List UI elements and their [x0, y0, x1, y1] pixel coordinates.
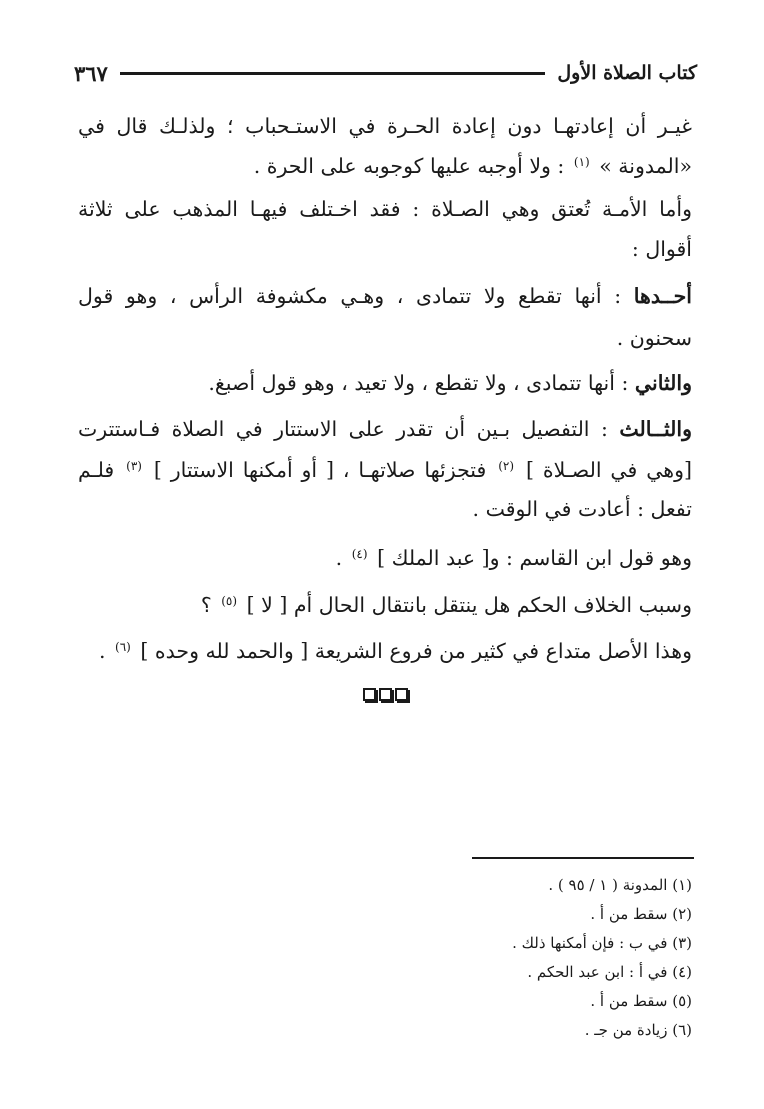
- second-opinion-label: والثاني: [634, 371, 692, 395]
- square-ornament-icon: [395, 688, 408, 701]
- body-text: وسبب الخلاف الحكم هل ينتقل بانتقال الحال أم [ لا ]: [246, 593, 692, 617]
- body-text: : ولا أوجبه عليها كوجوبه على الحرة .: [253, 154, 565, 178]
- section-end-ornament: [363, 688, 408, 701]
- footnote-6: (٦) زيادة من جـ .: [584, 1021, 692, 1039]
- footnote-marker-1: (١): [573, 155, 590, 169]
- body-line-10: تفعل : أعادت في الوقت .: [472, 497, 692, 521]
- body-text: : أنها تتمادى ، ولا تقطع ، ولا تعيد ، وهو قول أصبغ.: [208, 371, 629, 395]
- footnote-marker-4: (٤): [351, 547, 368, 561]
- footnote-1: (١) المدونة ( ١ / ٩٥ ) .: [548, 876, 692, 894]
- footnote-marker-2: (٢): [498, 459, 515, 473]
- body-text: : التفصيل بـين أن تقدر على الاستتار في الصلاة فـاستترت: [78, 417, 608, 441]
- footnote-3: (٣) في ب : فإن أمكنها ذلك .: [512, 934, 692, 952]
- body-text: ؟: [200, 593, 212, 617]
- body-line-13: [99, 632, 692, 666]
- footnote-marker-6: (٦): [115, 640, 131, 654]
- body-line-3: وأما الأمـة تُعتق وهي الصـلاة : فقد اخـتلف فيهـا المذهب على ثلاثة: [78, 197, 692, 221]
- square-ornament-icon: [363, 688, 376, 701]
- header-rule: [120, 72, 546, 75]
- body-text: .: [335, 546, 343, 570]
- footnote-4: (٤) في أ : ابن عبد الحكم .: [527, 963, 692, 981]
- body-line-6: سحنون .: [616, 326, 692, 350]
- footnote-5: (٥) سقط من أ .: [590, 992, 692, 1010]
- body-text: وهو قول ابن القاسم : و[ عبد الملك ]: [377, 546, 692, 570]
- body-line-4: أقوال :: [631, 237, 692, 261]
- running-header: [74, 58, 697, 88]
- body-text: فتجزئها صلاتهـا ، [ أو أمكنها الاستتار ]: [153, 458, 487, 482]
- body-text: : أنها تقطع ولا تتمادى ، وهـي مكشوفة الرأس ، وهو قول: [78, 284, 622, 308]
- body-text: فلـم: [78, 458, 115, 482]
- square-ornament-icon: [379, 688, 392, 701]
- third-opinion-label: والثــالث: [619, 417, 692, 441]
- body-line-9: [78, 451, 692, 485]
- body-text: .: [98, 639, 106, 663]
- body-text: وهذا الأصل متداع في كثير من فروع الشريعة [ والحمد لله وحده ]: [140, 639, 692, 663]
- body-line-5: [78, 281, 692, 311]
- page-number: ٣٦٧: [74, 60, 108, 86]
- body-line-12: [201, 586, 692, 620]
- footnote-separator: [472, 857, 694, 859]
- book-title: كتاب الصلاة الأول: [557, 62, 697, 84]
- body-line-8: [78, 414, 692, 444]
- body-line-7: [208, 368, 692, 398]
- body-line-2: [254, 147, 692, 181]
- body-text: [وهي في الصـلاة ]: [525, 458, 692, 482]
- work-title: «المدونة »: [599, 154, 692, 178]
- footnote-2: (٢) سقط من أ .: [590, 905, 692, 923]
- first-opinion-label: أحــدها: [633, 284, 692, 308]
- footnote-marker-3: (٣): [126, 459, 142, 473]
- body-line-1: غيـر أن إعادتهـا دون إعادة الحـرة في الاستـحباب ؛ ولذلـك قال في: [78, 114, 692, 138]
- body-line-11: [336, 539, 692, 573]
- footnote-marker-5: (٥): [221, 594, 238, 608]
